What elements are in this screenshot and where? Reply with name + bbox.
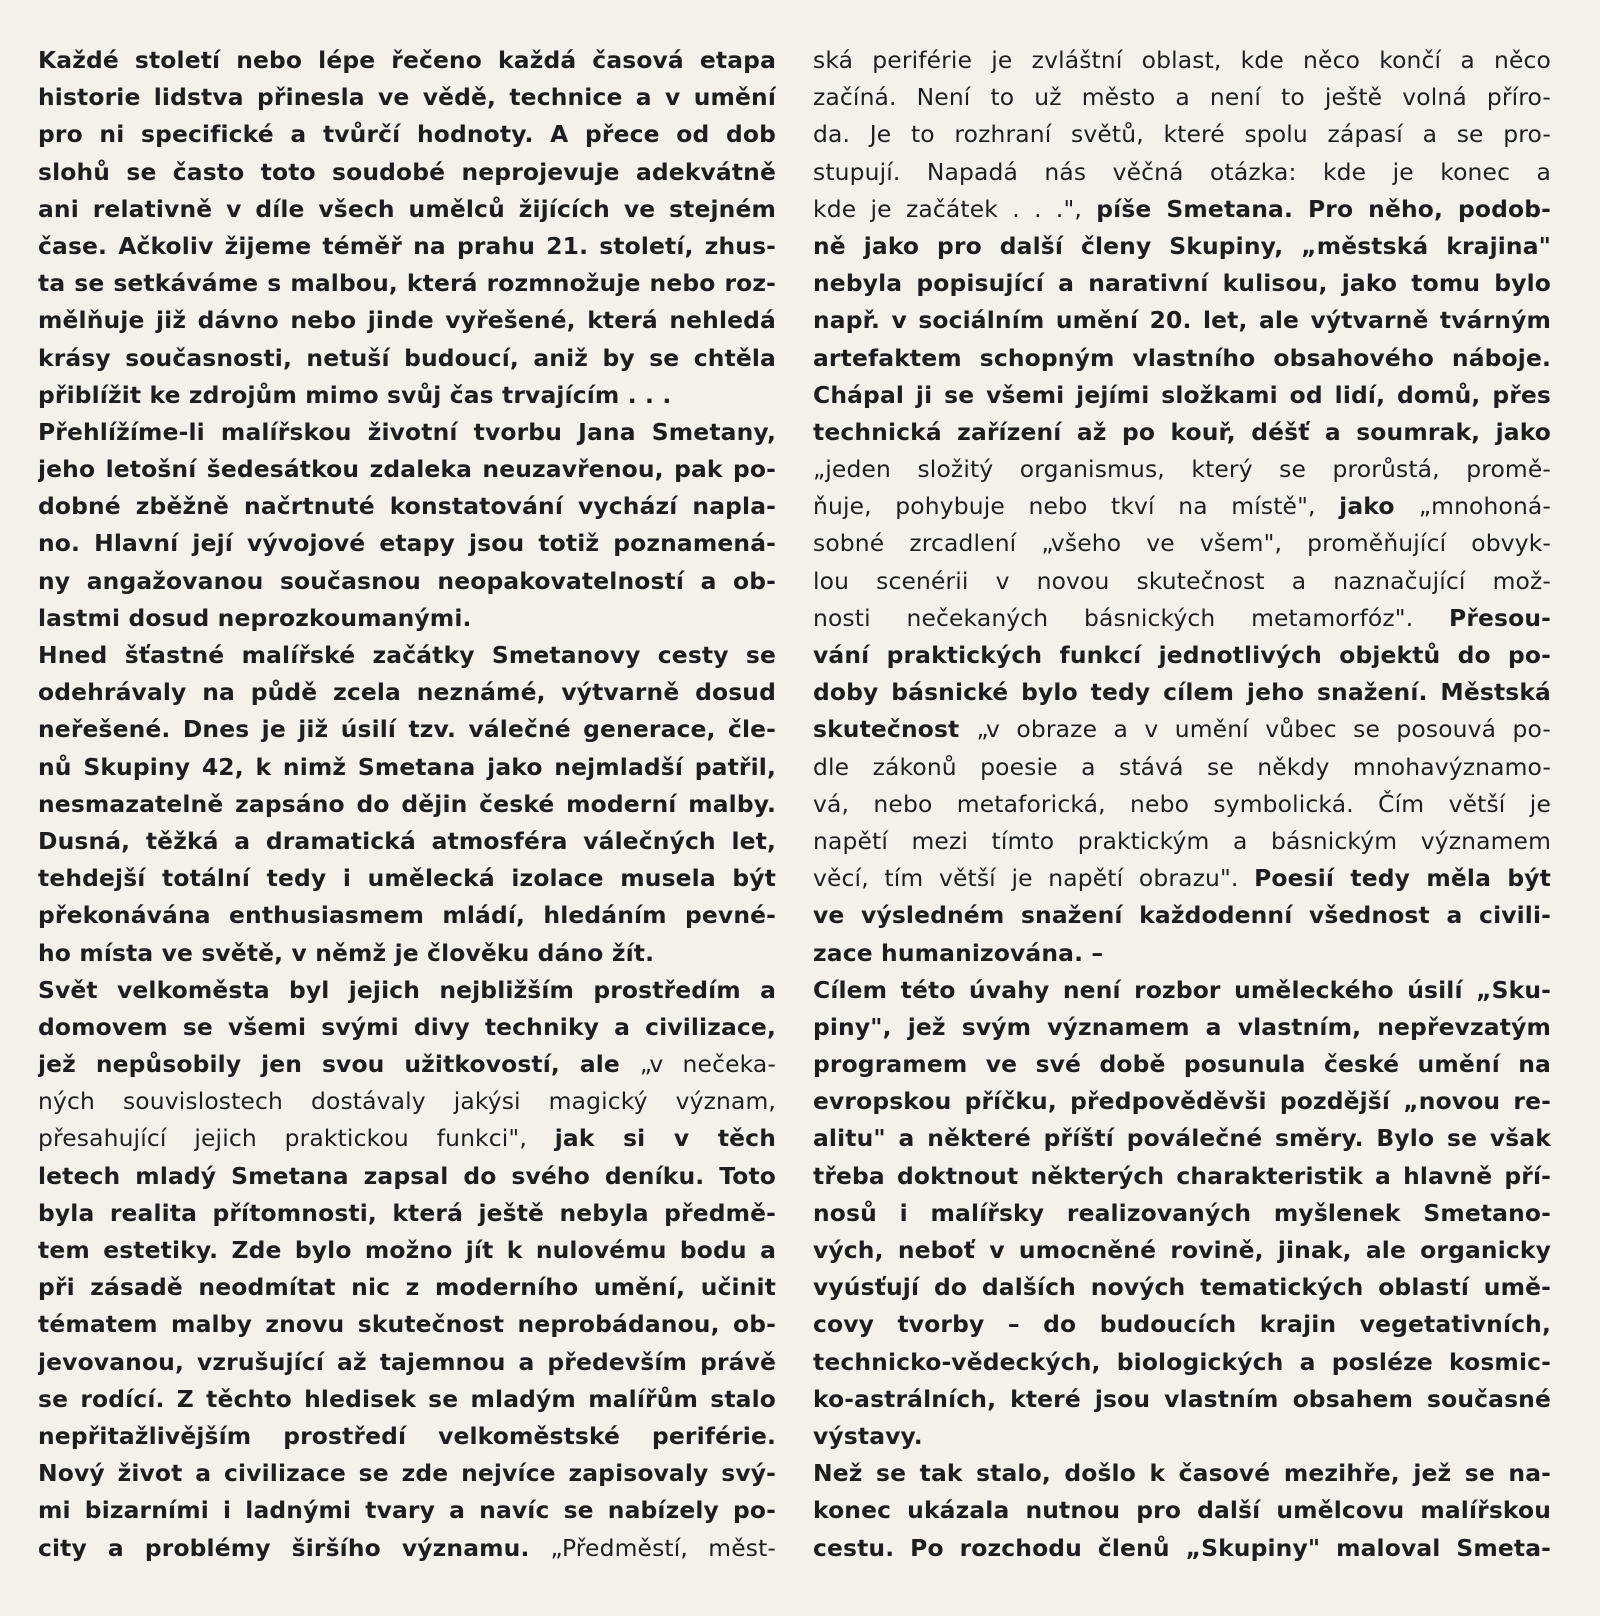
text-segment: „jeden složitý organismus, který se prorůstá, promě- xyxy=(813,455,1551,484)
text-segment: Nový život a civilizace se zde nejvíce zapisovaly svý- xyxy=(38,1459,776,1488)
text-segment: výstavy. xyxy=(813,1421,923,1450)
text-line xyxy=(38,1492,776,1529)
text-segment: Svět velkoměsta byl jejich nejbližším prostředím a xyxy=(38,975,776,1004)
text-segment: no. Hlavní její vývojové etapy jsou totiž poznamená- xyxy=(38,529,776,558)
text-segment: byla realita přítomnosti, která ještě nebyla předmě- xyxy=(38,1198,776,1227)
text-line xyxy=(813,1530,1551,1567)
text-segment: čase. Ačkoliv žijeme téměř na prahu 21. století, zhus- xyxy=(38,231,776,260)
text-line xyxy=(813,935,1551,972)
text-line xyxy=(813,674,1551,711)
text-segment: ta se setkáváme s malbou, která rozmnožuje nebo roz- xyxy=(38,269,776,298)
text-line xyxy=(813,488,1551,525)
text-segment: nosti nečekaných básnických metamorfóz". xyxy=(813,603,1450,632)
text-segment: lastmi dosud neprozkoumanými. xyxy=(38,603,472,632)
text-line xyxy=(38,1009,776,1046)
text-line xyxy=(38,1344,776,1381)
text-line xyxy=(38,1269,776,1306)
text-segment: historie lidstva přinesla ve vědě, technice a v umění xyxy=(38,83,776,112)
text-segment: „mnohoná- xyxy=(1418,492,1551,521)
right-text-column xyxy=(813,42,1551,1567)
text-segment: technická zařízení až po kouř, déšť a soumrak, jako xyxy=(813,417,1551,446)
text-segment: dle zákonů poesie a stává se někdy mnohavýznamo- xyxy=(813,752,1551,781)
text-line xyxy=(38,711,776,748)
text-segment: cestu. Po rozchodu členů „Skupiny" maloval Smeta- xyxy=(813,1533,1551,1562)
text-segment: Chápal ji se všemi jejími složkami od lidí, domů, přes xyxy=(813,380,1551,409)
text-segment: dobné zběžně načrtnuté konstatování vychází napla- xyxy=(38,492,776,521)
text-segment: ani relativně v díle všech umělců žijících ve stejném xyxy=(38,194,776,223)
text-segment: mi bizarními i ladnými tvary a navíc se nabízely po- xyxy=(38,1496,776,1525)
text-segment: piny", jež svým významem a vlastním, nepřevzatým xyxy=(813,1012,1551,1041)
text-line xyxy=(813,451,1551,488)
text-line xyxy=(813,116,1551,153)
text-segment: Hned šťastné malířské začátky Smetanovy cesty se xyxy=(38,641,776,669)
text-line xyxy=(38,674,776,711)
text-line xyxy=(38,1083,776,1120)
text-line xyxy=(38,1306,776,1343)
text-line xyxy=(38,563,776,600)
text-segment: Poesií tedy měla být xyxy=(1254,864,1551,893)
text-segment: věcí, tím větší je napětí obrazu". xyxy=(813,864,1255,893)
text-line xyxy=(38,972,776,1009)
text-segment: ve výsledném snažení každodenní všednost a civili- xyxy=(813,901,1551,930)
text-segment: jež nepůsobily jen svou užitkovostí, ale xyxy=(38,1050,640,1079)
text-line xyxy=(38,1120,776,1157)
text-line xyxy=(38,79,776,116)
text-segment: při zásadě neodmítat nic z moderního umění, učinit xyxy=(38,1273,776,1302)
text-line xyxy=(38,1046,776,1083)
text-segment: Cílem této úvahy není rozbor uměleckého úsilí „Sku- xyxy=(813,975,1551,1004)
text-line xyxy=(813,563,1551,600)
text-line xyxy=(813,414,1551,451)
text-line xyxy=(813,1492,1551,1529)
text-segment: letech mladý Smetana zapsal do svého deníku. Toto xyxy=(38,1161,776,1190)
text-segment: „v nečeka- xyxy=(639,1050,776,1079)
text-line xyxy=(38,897,776,934)
text-line xyxy=(38,935,776,972)
text-line xyxy=(38,1418,776,1455)
text-segment: kde je začátek . . .", xyxy=(813,194,1097,223)
text-line xyxy=(38,154,776,191)
text-segment: např. v sociálním umění 20. let, ale výtvarně tvárným xyxy=(813,306,1551,335)
text-segment: ko-astrálních, které jsou vlastním obsahem současné xyxy=(813,1384,1551,1413)
text-segment: ská periférie je zvláštní oblast, kde něco končí a něco xyxy=(813,46,1551,74)
text-segment: vyúsťují do dalších nových tematických oblastí umě- xyxy=(813,1273,1551,1302)
text-line xyxy=(38,191,776,228)
text-line xyxy=(38,860,776,897)
text-line xyxy=(813,786,1551,823)
text-line xyxy=(813,1195,1551,1232)
text-segment: pro ni specifické a tvůrčí hodnoty. A přece od dob xyxy=(38,120,776,149)
text-line xyxy=(38,377,776,414)
text-line xyxy=(38,1530,776,1567)
text-segment: tem estetiky. Zde bylo možno jít k nulovému bodu a xyxy=(38,1236,776,1264)
text-segment: napětí mezi tímto praktickým a básnickým významem xyxy=(813,826,1551,855)
text-line xyxy=(813,228,1551,265)
text-line xyxy=(813,600,1551,637)
text-segment: konec ukázala nutnou pro další umělcovu malířskou xyxy=(813,1496,1551,1525)
text-segment: Dusná, těžká a dramatická atmosféra válečných let, xyxy=(38,826,776,855)
text-line xyxy=(813,1046,1551,1083)
text-line xyxy=(813,1083,1551,1120)
text-segment: tématem malby znovu skutečnost neprobádanou, ob- xyxy=(38,1310,776,1339)
text-segment: doby básnické bylo tedy cílem jeho snažení. Městská xyxy=(813,678,1551,707)
text-line xyxy=(813,1455,1551,1492)
text-segment: nů Skupiny 42, k nimž Smetana jako nejmladší patřil, xyxy=(38,752,776,781)
text-line xyxy=(813,1381,1551,1418)
text-line xyxy=(38,1158,776,1195)
text-line xyxy=(38,1232,776,1269)
text-segment: krásy současnosti, netuší budoucí, aniž by se chtěla xyxy=(38,343,776,372)
text-line xyxy=(813,42,1551,79)
text-segment: artefaktem schopným vlastního obsahového náboje. xyxy=(813,343,1551,372)
text-segment: ně jako pro další členy Skupiny, „městská krajina" xyxy=(813,231,1551,260)
text-segment: Každé století nebo lépe řečeno každá časová etapa xyxy=(38,46,776,74)
text-line xyxy=(38,786,776,823)
text-line xyxy=(813,1269,1551,1306)
text-line xyxy=(813,1232,1551,1269)
text-segment: tehdejší totální tedy i umělecká izolace musela být xyxy=(38,864,776,893)
text-segment: alitu" a některé příští poválečné směry. Bylo se však xyxy=(813,1124,1551,1153)
text-line xyxy=(813,749,1551,786)
text-line xyxy=(38,823,776,860)
text-segment: ho místa ve světě, v němž je člověku dáno žít. xyxy=(38,938,655,967)
text-line xyxy=(813,860,1551,897)
text-line xyxy=(38,42,776,79)
text-line xyxy=(813,1418,1551,1455)
text-segment: covy tvorby – do budoucích krajin vegetativních, xyxy=(813,1310,1551,1339)
text-segment: ny angažovanou současnou neopakovatelností a ob- xyxy=(38,566,776,595)
text-segment: odehrávaly na půdě zcela neznámé, výtvarně dosud xyxy=(38,678,776,707)
text-segment: se rodící. Z těchto hledisek se mladým malířům stalo xyxy=(38,1384,776,1413)
text-segment: domovem se všemi svými divy techniky a civilizace, xyxy=(38,1012,776,1041)
text-segment: nesmazatelně zapsáno do dějin české moderní malby. xyxy=(38,789,776,818)
text-segment: zace humanizována. – xyxy=(813,938,1104,967)
text-line xyxy=(813,1158,1551,1195)
text-line xyxy=(38,1381,776,1418)
text-line xyxy=(813,79,1551,116)
text-segment: ných souvislostech dostávaly jakýsi magický význam, xyxy=(38,1087,776,1116)
text-segment: stupují. Napadá nás věčná otázka: kde je konec a xyxy=(813,157,1551,186)
text-line xyxy=(38,1195,776,1232)
left-text-column xyxy=(38,42,776,1567)
text-line xyxy=(813,1009,1551,1046)
text-line xyxy=(38,749,776,786)
text-segment: Přesou- xyxy=(1449,603,1551,632)
text-segment: ňuje, pohybuje nebo tkví na místě", xyxy=(813,492,1340,521)
text-line xyxy=(813,897,1551,934)
text-segment: technicko-vědeckých, biologických a posléze kosmic- xyxy=(813,1347,1551,1376)
text-segment: vání praktických funkcí jednotlivých objektů do po- xyxy=(813,641,1551,669)
text-line xyxy=(38,600,776,637)
text-line xyxy=(38,340,776,377)
text-segment: Přehlížíme-li malířskou životní tvorbu Jana Smetany, xyxy=(38,417,776,446)
text-segment: vých, neboť v umocněné rovině, jinak, ale organicky xyxy=(813,1236,1551,1264)
text-line xyxy=(813,154,1551,191)
text-line xyxy=(38,488,776,525)
text-segment: Než se tak stalo, došlo k časové mezihře, jež se na- xyxy=(813,1459,1551,1488)
text-line xyxy=(38,414,776,451)
text-line xyxy=(38,637,776,674)
text-segment: třeba doktnout některých charakteristik a hlavně pří- xyxy=(813,1161,1551,1190)
text-line xyxy=(813,191,1551,228)
text-segment: začíná. Není to už město a není to ještě volná příro- xyxy=(813,83,1551,112)
text-segment: lou scenérii v novou skutečnost a naznačující mož- xyxy=(813,566,1551,595)
text-line xyxy=(813,525,1551,562)
text-segment: jako xyxy=(1339,492,1419,521)
text-segment: skutečnost xyxy=(813,715,977,744)
text-line xyxy=(813,637,1551,674)
text-segment: přiblížit ke zdrojům mimo svůj čas trvajícím . . . xyxy=(38,380,672,409)
text-segment: slohů se často toto soudobé neprojevuje adekvátně xyxy=(38,157,776,186)
text-line xyxy=(813,340,1551,377)
text-line xyxy=(38,116,776,153)
text-segment: nepřitažlivějším prostředí velkoměstské periférie. xyxy=(38,1421,776,1450)
text-line xyxy=(38,228,776,265)
text-segment: evropskou příčku, předpověděvši pozdější „novou re- xyxy=(813,1087,1551,1116)
text-line xyxy=(813,823,1551,860)
text-segment: da. Je to rozhraní světů, které spolu zápasí a se pro- xyxy=(813,120,1551,149)
text-segment: neřešené. Dnes je již úsilí tzv. válečné generace, čle- xyxy=(38,715,776,744)
text-line xyxy=(813,1344,1551,1381)
text-segment: jevovanou, vzrušující až tajemnou a především právě xyxy=(38,1347,776,1376)
text-line xyxy=(813,1120,1551,1157)
text-line xyxy=(813,972,1551,1009)
text-segment: city a problémy širšího významu. xyxy=(38,1533,551,1562)
text-segment: „v obraze a v umění vůbec se posouvá po- xyxy=(976,715,1551,744)
text-line xyxy=(38,265,776,302)
text-line xyxy=(813,1306,1551,1343)
text-line xyxy=(813,711,1551,748)
text-segment: „Předměstí, měst- xyxy=(550,1533,776,1562)
text-line xyxy=(38,451,776,488)
text-line xyxy=(38,525,776,562)
text-segment: překonávána enthusiasmem mládí, hledáním pevné- xyxy=(38,901,776,930)
text-segment: jeho letošní šedesátkou zdaleka neuzavřenou, pak po- xyxy=(38,455,776,484)
text-line xyxy=(813,265,1551,302)
text-segment: nebyla popisující a narativní kulisou, jako tomu bylo xyxy=(813,269,1551,298)
text-segment: píše Smetana. Pro něho, podob- xyxy=(1096,194,1551,223)
text-segment: sobné zrcadlení „všeho ve všem", proměňující obvyk- xyxy=(813,529,1551,558)
text-segment: vá, nebo metaforická, nebo symbolická. Čím větší je xyxy=(813,789,1551,818)
text-line xyxy=(813,302,1551,339)
text-segment: mělňuje již dávno nebo jinde vyřešené, která nehledá xyxy=(38,306,776,335)
text-segment: programem ve své době posunula české umění na xyxy=(813,1050,1551,1079)
text-segment: nosů i malířsky realizovaných myšlenek Smetano- xyxy=(813,1198,1551,1227)
text-segment: přesahující jejich praktickou funkci", xyxy=(38,1124,555,1153)
text-line xyxy=(38,302,776,339)
text-line xyxy=(813,377,1551,414)
text-line xyxy=(38,1455,776,1492)
text-segment: jak si v těch xyxy=(554,1124,776,1153)
